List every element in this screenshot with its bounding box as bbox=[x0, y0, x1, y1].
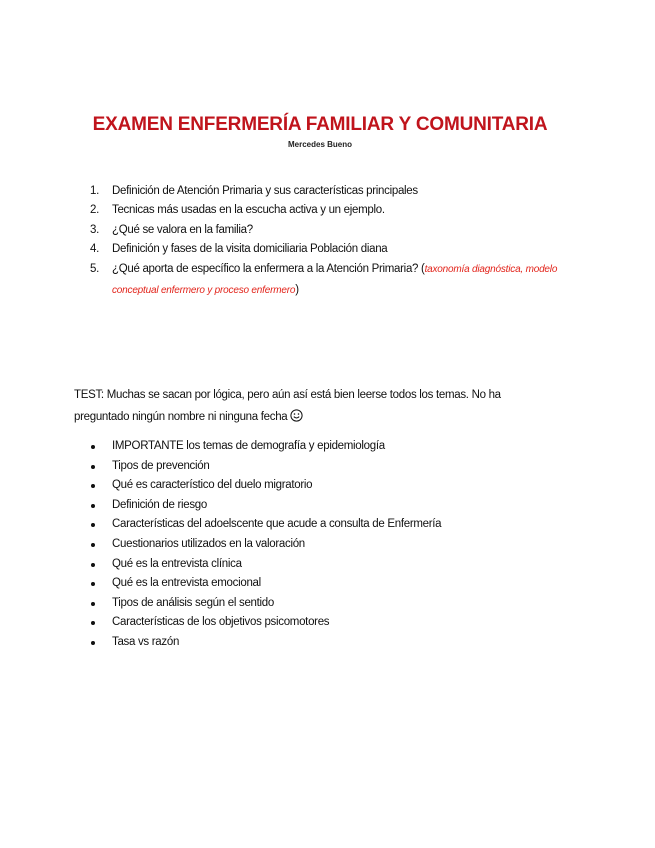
topic-item bbox=[90, 555, 560, 575]
topic-item bbox=[90, 496, 560, 516]
topic-text: Características del adoelscente que acude a consulta de Enfermería bbox=[112, 518, 442, 531]
question-text: Tecnicas más usadas en la escucha activa y un ejemplo. bbox=[112, 204, 385, 217]
question-hint: taxonomía diagnóstica, modelo conceptual enfermero y proceso enfermero bbox=[112, 264, 558, 297]
question-text: ¿Qué aporta de específico la enfermera a la Atención Primaria? ( bbox=[112, 263, 425, 276]
smiley-icon bbox=[290, 408, 303, 430]
topic-item bbox=[90, 476, 560, 496]
question-number: 3. bbox=[90, 223, 99, 236]
topic-text: Cuestionarios utilizados en la valoración bbox=[112, 537, 305, 550]
question-number: 5. bbox=[90, 263, 99, 276]
question-text: ¿Qué se valora en la familia? bbox=[112, 223, 253, 236]
topic-text: Tipos de prevención bbox=[112, 459, 210, 472]
question-item bbox=[90, 201, 560, 220]
topic-item bbox=[90, 535, 560, 555]
question-text: Definición y fases de la visita domiciliaria Población diana bbox=[112, 242, 388, 255]
topic-item bbox=[90, 574, 560, 594]
bullet-icon bbox=[91, 484, 95, 488]
test-intro-text: TEST: Muchas se sacan por lógica, pero aún así está bien leerse todos los temas. No ha preguntado ningún nombre ni ninguna fecha bbox=[74, 389, 501, 423]
exam-question-list bbox=[90, 182, 560, 301]
topic-item bbox=[90, 594, 560, 614]
question-hint-close: ) bbox=[295, 284, 299, 297]
topic-item bbox=[90, 515, 560, 535]
bullet-icon bbox=[91, 465, 95, 469]
topic-item bbox=[90, 633, 560, 653]
question-number: 4. bbox=[90, 242, 99, 255]
topic-item bbox=[90, 613, 560, 633]
document-author: Mercedes Bueno bbox=[287, 140, 353, 149]
topic-text: Qué es la entrevista clínica bbox=[112, 557, 242, 570]
question-number: 2. bbox=[90, 204, 99, 217]
bullet-icon bbox=[91, 621, 95, 625]
topic-item bbox=[90, 437, 560, 457]
question-item bbox=[90, 240, 560, 259]
topic-text: Definición de riesgo bbox=[112, 498, 208, 511]
test-intro bbox=[74, 384, 544, 430]
topic-text: Qué es la entrevista emocional bbox=[112, 577, 261, 590]
question-text: Definición de Atención Primaria y sus características principales bbox=[112, 185, 418, 197]
document-title: EXAMEN ENFERMERÍA FAMILIAR Y COMUNITARIA bbox=[92, 114, 548, 135]
question-item bbox=[90, 221, 560, 240]
topic-text: Tasa vs razón bbox=[112, 635, 180, 648]
question-number: 1. bbox=[90, 185, 99, 197]
bullet-icon bbox=[91, 582, 95, 586]
question-item bbox=[90, 182, 560, 201]
test-topic-list bbox=[90, 437, 560, 653]
bullet-icon bbox=[91, 504, 95, 508]
topic-text: Tipos de análisis según el sentido bbox=[112, 596, 274, 609]
bullet-icon bbox=[91, 641, 95, 645]
bullet-icon bbox=[91, 543, 95, 547]
topic-item bbox=[90, 457, 560, 477]
topic-text: Qué es característico del duelo migratorio bbox=[112, 479, 313, 492]
question-item bbox=[90, 259, 560, 301]
bullet-icon bbox=[91, 602, 95, 606]
bullet-icon bbox=[91, 523, 95, 527]
topic-text: Características de los objetivos psicomotores bbox=[112, 616, 330, 629]
bullet-icon bbox=[91, 563, 95, 567]
topic-text: IMPORTANTE los temas de demografía y epidemiología bbox=[112, 440, 385, 452]
bullet-icon bbox=[91, 445, 95, 449]
